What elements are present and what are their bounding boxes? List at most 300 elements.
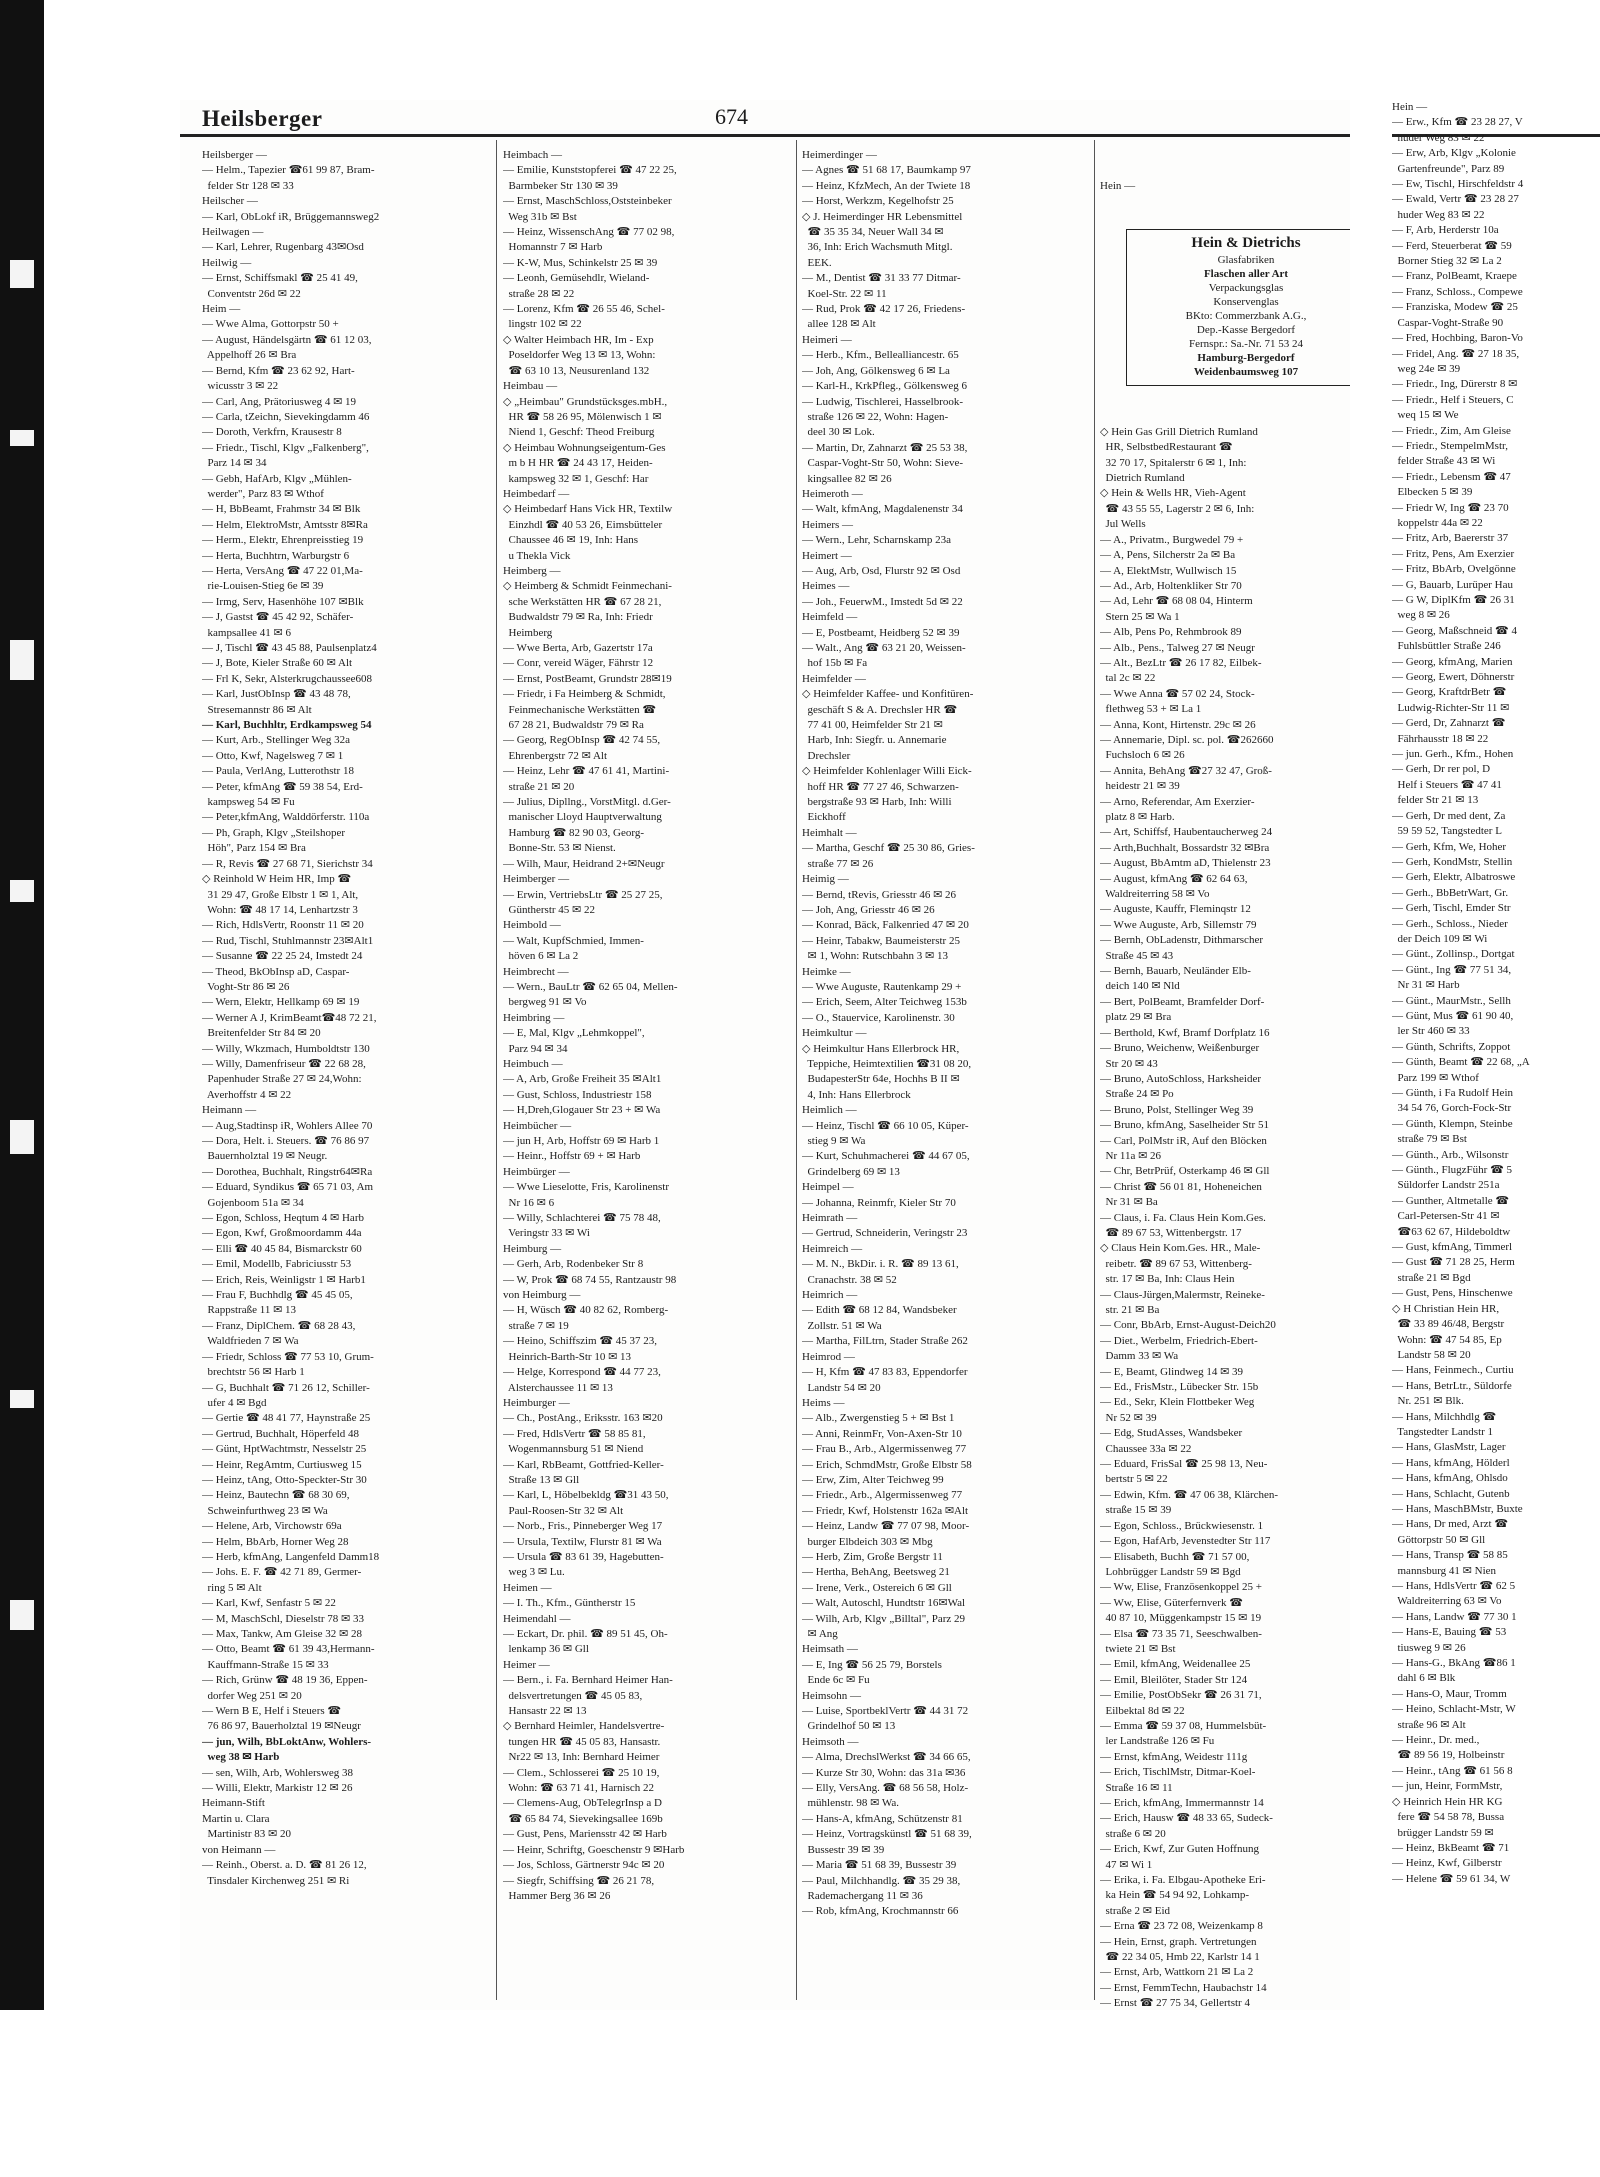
directory-entry-line: — Heinr., Hoffstr 69 + ✉ Harb: [503, 1150, 641, 1163]
directory-entry-line: Heimig —: [802, 873, 849, 886]
directory-entry-line: ☎ 65 84 74, Sievekingsallee 169b: [503, 1812, 663, 1825]
directory-entry-line: — A, ElektMstr, Wullwisch 15: [1100, 564, 1237, 577]
directory-entry-line: — Alb, Pens Po, Rehmbrook 89: [1100, 626, 1242, 639]
directory-entry-line: Parz 94 ✉ 34: [503, 1042, 568, 1055]
directory-entry-line: — Johs. E. F. ☎ 42 71 89, Germer-: [202, 1566, 362, 1579]
page-header: [180, 100, 1350, 136]
directory-entry-line: Weg 31b ✉ Bst: [503, 210, 577, 223]
directory-entry-line: — Agnes ☎ 51 68 17, Baumkamp 97: [802, 164, 971, 177]
directory-entry-line: Hammer Berg 36 ✉ 26: [503, 1889, 611, 1902]
directory-entry-line: dorfer Weg 251 ✉ 20: [202, 1689, 302, 1702]
directory-entry-line: — Heinz, Vortragskünstl ☎ 51 68 39,: [802, 1828, 972, 1841]
directory-entry-line: — Carla, tZeichn, Sievekingdamm 46: [202, 410, 370, 423]
directory-entry-line: — Heino, Schlacht-Mstr, W: [1392, 1703, 1516, 1716]
directory-entry-line: von Heimann —: [202, 1843, 276, 1856]
directory-entry-line: platz 29 ✉ Bra: [1100, 1011, 1172, 1024]
directory-entry-line: Stresemannstr 86 ✉ Alt: [202, 703, 312, 716]
directory-entry-line: felder Str 21 ✉ 13: [1392, 794, 1479, 807]
ad-line: Hamburg-Bergedorf: [1197, 352, 1295, 365]
directory-entry-line: — Heinr., tAng ☎ 61 56 8: [1392, 1764, 1513, 1777]
directory-entry-line: — Joh., FeuerwM., Imstedt 5d ✉ 22: [802, 595, 963, 608]
directory-entry-line: — Walt., Ang ☎ 63 21 20, Weissen-: [802, 642, 966, 654]
directory-entry-line: ◇ Claus Hein Kom.Ges. HR., Male-: [1100, 1242, 1261, 1255]
directory-entry-line: tiusweg 9 ✉ 26: [1392, 1641, 1466, 1654]
directory-entry-line: bergstraße 93 ✉ Harb, Inh: Willi: [802, 796, 952, 809]
directory-entry-line: — G, Buchhalt ☎ 71 26 12, Schiller-: [202, 1381, 370, 1394]
directory-entry-line: Helf i Steuers ☎ 47 41: [1392, 778, 1502, 791]
directory-entry-line: — Friedr., Helf i Steuers, C: [1392, 393, 1514, 406]
directory-entry-line: ◇ Walter Heimbach HR, Im - Exp: [503, 333, 654, 346]
directory-entry-line: — A, Pens, Silcherstr 2a ✉ Ba: [1100, 549, 1236, 562]
directory-entry-line: Chaussee 46 ✉ 19, Inh: Hans: [503, 534, 639, 547]
directory-entry-line: — Karl, Lehrer, Rugenbarg 43✉Osd: [202, 241, 364, 254]
directory-entry-line: huder Weg 83 ✉ 22: [1392, 131, 1485, 144]
directory-entry-line: Heimer —: [503, 1658, 550, 1671]
directory-entry-line: — Heinr, RegAmtm, Curtiusweg 15: [202, 1458, 362, 1471]
directory-entry-line: straße 6 ✉ 20: [1100, 1827, 1166, 1840]
directory-entry-line: Heimfeld —: [802, 611, 858, 624]
directory-entry-line: — Heinz, BkBeamt ☎ 71: [1392, 1841, 1510, 1854]
directory-entry-line: straße 15 ✉ 39: [1100, 1504, 1172, 1517]
directory-entry-line: Alsterchaussee 11 ✉ 13: [503, 1381, 613, 1394]
directory-entry-line: Nr22 ✉ 13, Inh: Bernhard Heimer: [503, 1751, 660, 1764]
directory-entry-line: — Alma, DrechslWerkst ☎ 34 66 65,: [802, 1751, 971, 1764]
directory-entry-line: Heimberg —: [503, 564, 561, 577]
directory-entry-line: felder Str 128 ✉ 33: [202, 179, 294, 192]
directory-entry-line: — Walt, kfmAng, Magdalenenstr 34: [802, 503, 963, 516]
directory-entry-line: — Max, Tankw, Am Gleise 32 ✉ 28: [202, 1628, 362, 1640]
directory-entry-line: — Bruno, Weichenw, Weißenburger: [1100, 1042, 1260, 1055]
directory-entry-line: — Hans, BetrLtr., Süldorfe: [1392, 1379, 1512, 1392]
directory-entry-line: — Georg, RegObInsp ☎ 42 74 55,: [503, 734, 661, 747]
directory-entry-line: — Lorenz, Kfm ☎ 26 55 46, Schel-: [503, 303, 665, 316]
directory-entry-line: Heimes —: [802, 580, 850, 593]
directory-entry-line: — Rud, Prok ☎ 42 17 26, Friedens-: [802, 303, 966, 316]
directory-entry-line: — Emilie, PostObSekr ☎ 26 31 71,: [1100, 1689, 1262, 1702]
directory-entry-line: — Heinz, KfzMech, An der Twiete 18: [802, 179, 971, 192]
directory-entry-line: sche Werkstätten HR ☎ 67 28 21,: [503, 595, 662, 608]
directory-entry-line: Heimbach —: [503, 149, 562, 161]
directory-entry-line: brügger Landstr 59 ✉: [1392, 1826, 1494, 1839]
directory-entry-line: Koel-Str. 22 ✉ 11: [802, 287, 887, 300]
directory-entry-line: — Ed., FrisMstr., Lübecker Str. 15b: [1100, 1381, 1259, 1394]
directory-entry-line: — Ernst, FemmTechn, Haubachstr 14: [1100, 1981, 1267, 1994]
directory-entry-line: Homannstr 7 ✉ Harb: [503, 241, 603, 254]
directory-entry-line: — J, Tischl ☎ 43 45 88, Paulsenplatz4: [202, 642, 377, 654]
ad-line: Weidenbaumsweg 107: [1193, 366, 1299, 379]
directory-entry-line: — Bruno, AutoSchloss, Harksheider: [1100, 1072, 1262, 1085]
directory-entry-line: Paul-Roosen-Str 32 ✉ Alt: [503, 1504, 624, 1517]
directory-entry-line: — Elly, VersAng. ☎ 68 56 58, Holz-: [802, 1782, 969, 1795]
directory-entry-line: Wogenmannsburg 51 ✉ Niend: [503, 1443, 644, 1456]
directory-entry-line: — Helm, BbArb, Horner Weg 28: [202, 1535, 349, 1548]
directory-entry-line: fere ☎ 54 58 78, Bussa: [1392, 1811, 1505, 1824]
directory-entry-line: EEK.: [802, 256, 832, 269]
directory-entry-line: — Gerh, Arb, Rodenbeker Str 8: [503, 1258, 644, 1271]
directory-entry-line: — Alt., BezLtr ☎ 26 17 82, Eilbek-: [1100, 656, 1262, 669]
directory-entry-line: ☎ 63 10 13, Neusurenland 132: [503, 364, 650, 377]
directory-entry-line: — Emilie, Kunststopferei ☎ 47 22 25,: [503, 164, 677, 177]
directory-entry-line: Heims —: [802, 1396, 845, 1409]
directory-entry-line: — Heinz, Bautechn ☎ 68 30 69,: [202, 1489, 350, 1502]
directory-entry-line: — Ww, Elise, Französenkoppel 25 +: [1100, 1581, 1263, 1594]
directory-entry-line: 76 86 97, Bauerholztal 19 ✉Neugr: [202, 1720, 361, 1733]
directory-entry-line: — Johanna, Reinmfr, Kieler Str 70: [802, 1196, 956, 1209]
directory-entry-line: — Dora, Helt. i. Steuers. ☎ 76 86 97: [202, 1135, 370, 1147]
directory-entry-line: — Gerh, KondMstr, Stellin: [1392, 855, 1513, 868]
directory-entry-line: — Günt., MaurMstr., Sellh: [1392, 994, 1511, 1007]
directory-entry-line: Heimsoth —: [802, 1735, 859, 1748]
directory-entry-line: — Theod, BkObInsp aD, Caspar-: [202, 965, 350, 978]
directory-column-1: [202, 148, 492, 1889]
directory-entry-line: HR, SelbstbedRestaurant ☎: [1100, 441, 1233, 454]
directory-entry-line: — Bert, PolBeamt, Bramfelder Dorf-: [1100, 995, 1265, 1008]
directory-entry-line: — Erika, i. Fa. Elbgau-Apotheke Eri-: [1100, 1874, 1266, 1887]
directory-entry-line: — Alb., Zwergenstieg 5 + ✉ Bst 1: [802, 1412, 955, 1425]
directory-entry-line: — Herm., Elektr, Ehrenpreisstieg 19: [202, 534, 364, 547]
directory-entry-line: ☎ 89 67 53, Wittenbergstr. 17: [1100, 1226, 1242, 1239]
directory-entry-line: — Anni, ReinmFr, Von-Axen-Str 10: [802, 1427, 962, 1440]
directory-entry-line: flethweg 53 + ✉ La 1: [1100, 703, 1202, 716]
directory-entry-line: — Helene ☎ 59 61 34, W: [1392, 1872, 1511, 1885]
directory-entry-line: — Emma ☎ 59 37 08, Hummelsbüt-: [1100, 1719, 1267, 1732]
directory-entry-line: ler Str 460 ✉ 33: [1392, 1025, 1470, 1038]
directory-entry-line: — Luise, SportbeklVertr ☎ 44 31 72: [802, 1705, 969, 1718]
directory-entry-line: Grindelberg 69 ✉ 13: [802, 1165, 900, 1178]
directory-entry-line: — Art, Schiffsf, Haubentaucherweg 24: [1100, 826, 1273, 839]
directory-entry-line: Heilsberger —: [202, 149, 267, 161]
directory-entry-line: Fuchsloch 6 ✉ 26: [1100, 749, 1185, 762]
directory-entry-line: — Karl, JustObInsp ☎ 43 48 78,: [202, 688, 351, 701]
directory-entry-line: Tinsdaler Kirchenweg 251 ✉ Ri: [202, 1874, 350, 1887]
directory-entry-line: — Anna, Kont, Hirtenstr. 29c ✉ 26: [1100, 718, 1256, 731]
directory-entry-line: — Christ ☎ 56 01 81, Hoheneichen: [1100, 1180, 1262, 1193]
directory-entry-line: kampsallee 41 ✉ 6: [202, 626, 291, 639]
directory-entry-line: — Werner A J, KrimBeamt☎48 72 21,: [202, 1011, 377, 1024]
running-head: Heilsberger: [202, 106, 323, 131]
directory-entry-line: ring 5 ✉ Alt: [202, 1581, 262, 1594]
directory-entry-line: — Erw., Kfm ☎ 23 28 27, V: [1392, 116, 1523, 129]
directory-entry-line: — Günth, Schrifts, Zoppot: [1392, 1040, 1511, 1053]
directory-entry-line: ufer 4 ✉ Bgd: [202, 1396, 267, 1409]
directory-entry-line: — Erich, Seem, Alter Teichweg 153b: [802, 996, 967, 1009]
directory-entry-line: — Erna ☎ 23 72 08, Weizenkamp 8: [1100, 1920, 1263, 1933]
directory-entry-line: Göttorpstr 50 ✉ Gll: [1392, 1533, 1486, 1546]
directory-entry-line: Harb, Inh: Siegfr. u. Annemarie: [802, 734, 947, 747]
directory-entry-line: Stern 25 ✉ Wa 1: [1100, 610, 1180, 623]
directory-entry-line: — E, Mal, Klgv „Lehmkoppel",: [503, 1027, 645, 1040]
directory-entry-line: — Rich, HdlsVertr, Roonstr 11 ✉ 20: [202, 919, 364, 932]
directory-entry-line: — Walt, Autoschl, Hundtstr 16✉Wal: [802, 1597, 966, 1610]
directory-entry-line: — Erich, kfmAng, Immermannstr 14: [1100, 1797, 1264, 1809]
directory-entry-line: Heimhalt —: [802, 826, 857, 839]
directory-entry-line: — Ursula ☎ 83 61 39, Hagebutten-: [503, 1550, 664, 1563]
directory-entry-line: deel 30 ✉ Lok.: [802, 426, 875, 439]
directory-entry-line: — Jos, Schloss, Gärtnerstr 94c ✉ 20: [503, 1859, 665, 1872]
directory-entry-line: straße 96 ✉ Alt: [1392, 1718, 1466, 1731]
directory-entry-line: Straße 24 ✉ Po: [1100, 1088, 1174, 1101]
directory-entry-line: ◇ Hein & Wells HR, Vieh-Agent: [1100, 487, 1246, 500]
directory-entry-line: — Günth, i Fa Rudolf Hein: [1392, 1087, 1513, 1099]
directory-entry-line: Parz 14 ✉ 34: [202, 457, 267, 470]
directory-entry-line: 77 41 00, Heimfelder Str 21 ✉: [802, 719, 943, 732]
directory-entry-line: Heimann —: [202, 1104, 257, 1117]
directory-entry-line: — Willi, Elektr, Markistr 12 ✉ 26: [202, 1782, 353, 1795]
directory-entry-line: — Hans, GlasMstr, Lager: [1392, 1441, 1506, 1454]
directory-entry-line: Heimfelder —: [802, 672, 866, 685]
directory-entry-line: — H, Kfm ☎ 47 83 83, Eppendorfer: [802, 1366, 968, 1379]
column-divider: [1094, 140, 1095, 2000]
directory-entry-line: — Günth, Klempn, Steinbe: [1392, 1117, 1513, 1130]
directory-entry-line: Heimlich —: [802, 1104, 857, 1117]
directory-entry-line: Heimberg: [503, 626, 553, 639]
directory-entry-line: Heimbücher —: [503, 1119, 572, 1132]
directory-entry-line: Höh", Parz 154 ✉ Bra: [202, 842, 306, 855]
page-number: 674: [715, 104, 748, 129]
directory-entry-line: — jun, Heinr, FormMstr,: [1392, 1780, 1503, 1793]
directory-entry-line: — A, Arb, Große Freiheit 35 ✉Alt1: [503, 1073, 662, 1086]
directory-entry-line: — Susanne ☎ 22 25 24, Imstedt 24: [202, 950, 363, 963]
directory-entry-line: Heimbürger —: [503, 1165, 570, 1178]
directory-entry-line: Heimrath —: [802, 1212, 858, 1225]
directory-entry-line: — Emil, Bleilöter, Stader Str 124: [1100, 1673, 1248, 1686]
directory-entry-line: — Hans-O, Maur, Tromm: [1392, 1687, 1507, 1700]
directory-entry-line: str. 21 ✉ Ba: [1100, 1304, 1160, 1316]
directory-entry-line: — Conr, vereid Wäger, Fährstr 12: [503, 657, 654, 670]
directory-entry-line: von Heimburg —: [503, 1289, 581, 1302]
directory-entry-line: — K-W, Mus, Schinkelstr 25 ✉ 39: [503, 256, 658, 269]
directory-entry-line: — Gust, Pens, Mariensstr 42 ✉ Harb: [503, 1828, 667, 1841]
directory-entry-line: hoff HR ☎ 77 27 46, Schwarzen-: [802, 780, 959, 793]
directory-entry-line: — Heino, Schiffszim ☎ 45 37 23,: [503, 1335, 658, 1348]
directory-entry-line: — Hans-E, Bauing ☎ 53: [1392, 1626, 1507, 1639]
directory-entry-line: — Rud, Tischl, Stuhlmannstr 23✉Alt1: [202, 934, 374, 947]
directory-entry-line: — Frau B., Arb., Algermissenweg 77: [802, 1443, 967, 1456]
ad-line: Glasfabriken: [1217, 254, 1275, 267]
directory-entry-line: Conventstr 26d ✉ 22: [202, 287, 301, 300]
directory-entry-line: — Ww, Elise, Güterfernverk ☎: [1100, 1596, 1243, 1609]
directory-entry-line: — Heinr, Schriftg, Goeschenstr 9 ✉Harb: [503, 1843, 685, 1856]
directory-entry-line: Heimers —: [802, 518, 854, 531]
directory-entry-line: — jun, Wilh, BbLoktAnw, Wohlers-: [202, 1735, 372, 1748]
directory-entry-line: ◇ Hein Gas Grill Dietrich Rumland: [1100, 425, 1258, 438]
directory-entry-line: — Willy, Wkzmach, Humboldtstr 130: [202, 1042, 370, 1055]
ad-line: Fernspr.: Sa.-Nr. 71 53 24: [1189, 338, 1303, 351]
directory-entry-line: — Wwe Lieselotte, Fris, Karolinenstr: [503, 1181, 669, 1194]
directory-entry-line: — August, BbAmtm aD, Thielenstr 23: [1100, 857, 1271, 870]
directory-entry-line: — Bernh, Bauarb, Neuländer Elb-: [1100, 965, 1251, 978]
directory-entry-line: — Egon, Kwf, Großmoordamm 44a: [202, 1227, 362, 1240]
directory-entry-line: — Helm, ElektroMstr, Amtsstr 8✉Ra: [202, 518, 368, 531]
directory-entry-line: — Georg, kfmAng, Marien: [1392, 655, 1513, 668]
directory-entry-line: u Thekla Vick: [503, 549, 571, 562]
directory-entry-line: Eilbektal 8d ✉ 22: [1100, 1704, 1185, 1717]
directory-entry-line: 67 28 21, Budwaldstr 79 ✉ Ra: [503, 719, 644, 732]
directory-entry-line: Nr 31 ✉ Harb: [1392, 979, 1460, 992]
directory-entry-line: Budwaldstr 79 ✉ Ra, Inh: Friedr: [503, 611, 653, 624]
directory-entry-line: — Gerh, Dr med dent, Za: [1392, 809, 1506, 822]
directory-entry-line: — Ernst ☎ 27 75 34, Gellertstr 4: [1100, 1997, 1250, 2010]
directory-entry-line: lenkamp 36 ✉ Gll: [503, 1643, 589, 1656]
directory-entry-line: — Gerh, Elektr, Albatroswe: [1392, 871, 1516, 884]
directory-entry-line: — Eckart, Dr. phil. ☎ 89 51 45, Oh-: [503, 1628, 668, 1640]
directory-entry-line: BudapesterStr 64e, Hochhs B II ✉: [802, 1073, 960, 1086]
directory-entry-line: Dietrich Rumland: [1100, 472, 1185, 485]
directory-entry-line: — Ferd, Steuerberat ☎ 59: [1392, 239, 1512, 252]
directory-entry-line: — Gertrud, Buchhalt, Höperfeld 48: [202, 1427, 360, 1440]
directory-entry-line: — Wilh, Maur, Heidrand 2+✉Neugr: [503, 857, 665, 870]
directory-entry-line: wicusstr 3 ✉ 22: [202, 380, 279, 393]
directory-entry-line: ☎ 89 56 19, Holbeinstr: [1392, 1749, 1505, 1762]
directory-entry-line: Landstr 54 ✉ 20: [802, 1381, 881, 1394]
directory-entry-line: ◇ Reinhold W Heim HR, Imp ☎: [202, 873, 352, 886]
directory-entry-line: — Ch., PostAng., Eriksstr. 163 ✉20: [503, 1412, 663, 1425]
directory-entry-line: straße 21 ✉ 20: [503, 780, 575, 793]
directory-entry-line: Schweinfurthweg 23 ✉ Wa: [202, 1504, 328, 1517]
directory-entry-line: — E, Beamt, Glindweg 14 ✉ 39: [1100, 1365, 1244, 1378]
directory-entry-line: — Ludwig, Tischlerei, Hasselbrook-: [802, 395, 964, 408]
directory-entry-line: Heimke —: [802, 965, 851, 978]
directory-entry-line: delsvertretungen ☎ 45 05 83,: [503, 1689, 643, 1702]
directory-entry-line: — Bernd, tRevis, Griesstr 46 ✉ 26: [802, 888, 957, 901]
directory-entry-line: — Heinz, Landw ☎ 77 07 98, Moor-: [802, 1520, 970, 1533]
directory-entry-line: — Ernst, kfmAng, Weidestr 111g: [1100, 1750, 1248, 1763]
directory-entry-line: — Fred, HdlsVertr ☎ 58 85 81,: [503, 1427, 646, 1440]
directory-entry-line: — Gertie ☎ 48 41 77, Haynstraße 25: [202, 1412, 371, 1425]
directory-entry-line: ☎ 43 55 55, Lagerstr 2 ✉ 6, Inh:: [1100, 502, 1255, 515]
directory-entry-line: — Elisabeth, Buchh ☎ 71 57 00,: [1100, 1550, 1250, 1563]
directory-entry-line: Heimburger —: [503, 1396, 570, 1409]
directory-entry-line: — Gerh, Tischl, Emder Str: [1392, 902, 1511, 915]
directory-entry-line: rie-Louisen-Stieg 6e ✉ 39: [202, 580, 324, 593]
directory-entry-line: Caspar-Voght-Str 50, Wohn: Sieve-: [802, 457, 964, 470]
directory-entry-line: — Ad, Lehr ☎ 68 08 04, Hinterm: [1100, 595, 1253, 608]
directory-entry-line: Heimbold —: [503, 919, 561, 932]
directory-entry-line: Grindelhof 50 ✉ 13: [802, 1720, 896, 1733]
directory-entry-line: — Heinz, Lehr ☎ 47 61 41, Martini-: [503, 765, 670, 778]
directory-entry-line: — Doroth, Verkfrn, Krausestr 8: [202, 426, 342, 439]
directory-entry-line: — Erich, SchmdMstr, Große Elbstr 58: [802, 1458, 972, 1471]
directory-entry-line: Straße 45 ✉ 43: [1100, 949, 1174, 962]
directory-entry-line: — E, Postbeamt, Heidberg 52 ✉ 39: [802, 626, 960, 639]
directory-entry-line: mühlenstr. 98 ✉ Wa.: [802, 1797, 900, 1810]
directory-entry-line: Straße 16 ✉ 11: [1100, 1781, 1173, 1794]
directory-entry-line: — Diet., Werbelm, Friedrich-Ebert-: [1100, 1334, 1258, 1347]
directory-entry-line: höven 6 ✉ La 2: [503, 950, 579, 963]
directory-entry-line: — Gertrud, Schneiderin, Veringstr 23: [802, 1227, 968, 1240]
directory-entry-line: m b H HR ☎ 24 43 17, Heiden-: [503, 457, 653, 470]
directory-entry-line: — Bruno, kfmAng, Saselheider Str 51: [1100, 1119, 1269, 1132]
directory-entry-line: lingstr 102 ✉ 22: [503, 318, 582, 331]
directory-entry-line: — Gust, kfmAng, Timmerl: [1392, 1241, 1513, 1254]
directory-entry-line: Kauffmann-Straße 15 ✉ 33: [202, 1658, 329, 1671]
directory-entry-line: — Gust, Pens, Hinschenwe: [1392, 1287, 1513, 1300]
directory-entry-line: Tangstedter Landstr 1: [1392, 1425, 1494, 1438]
directory-entry-line: — August, kfmAng ☎ 62 64 63,: [1100, 872, 1248, 885]
directory-entry-line: weg 3 ✉ Lu.: [503, 1566, 565, 1579]
directory-entry-line: — Helge, Korrespond ☎ 44 77 23,: [503, 1366, 661, 1379]
directory-entry-line: — Wilh, Arb, Klgv „Billtal", Parz 29: [802, 1612, 966, 1625]
directory-entry-line: — Friedr, Schloss ☎ 77 53 10, Grum-: [202, 1350, 374, 1363]
directory-entry-line: Waldreiterring 63 ✉ Vo: [1392, 1595, 1502, 1608]
directory-entry-line: Heimberger —: [503, 873, 570, 886]
column-divider: [496, 140, 497, 2000]
directory-entry-line: ler Landstraße 126 ✉ Fu: [1100, 1735, 1215, 1748]
directory-entry-line: 36, Inh: Erich Wachsmuth Mitgl.: [802, 241, 953, 254]
directory-entry-line: Gojenboom 51a ✉ 34: [202, 1196, 304, 1209]
directory-entry-line: — Egon, Schloss., Brückwiesenstr. 1: [1100, 1519, 1264, 1532]
directory-entry-line: — Kurt, Arb., Stellinger Weg 32a: [202, 734, 351, 747]
directory-entry-line: — Georg, Maßschneid ☎ 4: [1392, 624, 1518, 637]
directory-entry-line: Nr 11a ✉ 26: [1100, 1149, 1162, 1162]
directory-entry-line: Süldorfer Landstr 251a: [1392, 1179, 1500, 1192]
directory-entry-line: — Gunther, Altmetalle ☎: [1392, 1194, 1510, 1207]
directory-entry-line: — H, BbBeamt, Frahmstr 34 ✉ Blk: [202, 503, 361, 516]
directory-entry-line: Heimrich —: [802, 1289, 858, 1302]
directory-entry-line: brechtstr 56 ✉ Harb 1: [202, 1366, 305, 1379]
directory-entry-line: — R, Revis ☎ 27 68 71, Sierichstr 34: [202, 857, 373, 870]
directory-entry-line: — Fritz, Arb, Baererstr 37: [1392, 532, 1509, 545]
directory-entry-line: Str 20 ✉ 43: [1100, 1057, 1158, 1070]
directory-entry-line: — Günt., Zollinsp., Dortgat: [1392, 948, 1515, 961]
directory-entry-line: Bauernholztal 19 ✉ Neugr.: [202, 1150, 328, 1163]
directory-entry-line: — Arth,Buchhalt, Bossardstr 32 ✉Bra: [1100, 841, 1270, 854]
directory-entry-line: bergweg 91 ✉ Vo: [503, 996, 587, 1009]
directory-entry-line: — Ernst, Schiffsmakl ☎ 25 41 49,: [202, 272, 358, 285]
directory-entry-line: — G W, DiplKfm ☎ 26 31: [1392, 594, 1515, 606]
directory-entry-line: platz 8 ✉ Harb.: [1100, 811, 1175, 823]
directory-entry-line: — H,Dreh,Glogauer Str 23 + ✉ Wa: [503, 1104, 661, 1117]
directory-entry-line: — Aug, Arb, Osd, Flurstr 92 ✉ Osd: [802, 564, 961, 577]
directory-entry-line: straße 7 ✉ 19: [503, 1319, 569, 1332]
directory-entry-line: Heimbrecht —: [503, 965, 569, 978]
directory-entry-line: Heimbau —: [503, 380, 558, 393]
directory-entry-line: Heimerdinger —: [802, 149, 877, 161]
directory-entry-line: — Annemarie, Dipl. sc. pol. ☎262660: [1100, 733, 1274, 746]
directory-entry-line: — Wern, Elektr, Hellkamp 69 ✉ 19: [202, 996, 360, 1009]
directory-entry-line: Rademachergang 11 ✉ 36: [802, 1889, 923, 1902]
directory-entry-line: ✉ 1, Wohn: Rutschbahn 3 ✉ 13: [802, 950, 948, 963]
ad-line: Dep.-Kasse Bergedorf: [1196, 324, 1296, 337]
directory-entry-line: Wohn: ☎ 63 71 41, Harnisch 22: [503, 1782, 655, 1795]
directory-entry-line: — Clemens-Aug, ObTelegrInsp a D: [503, 1797, 663, 1810]
directory-entry-line: Parz 199 ✉ Wthof: [1392, 1071, 1479, 1084]
directory-entry-line: — Ewald, Vertr ☎ 23 28 27: [1392, 193, 1519, 206]
directory-entry-line: — Fritz, BbArb, Ovelgönne: [1392, 563, 1516, 576]
directory-entry-line: — W, Prok ☎ 68 74 55, Rantzaustr 98: [503, 1273, 677, 1286]
directory-entry-line: Cranachstr. 38 ✉ 52: [802, 1273, 897, 1286]
directory-entry-line: — Friedr W, Ing ☎ 23 70: [1392, 501, 1509, 514]
directory-entry-line: — Erich, TischlMstr, Ditmar-Koel-: [1100, 1766, 1256, 1779]
directory-entry-line: — Wern., Lehr, Scharnskamp 23a: [802, 534, 952, 547]
directory-entry-line: — Paula, VerlAng, Lutterothstr 18: [202, 765, 354, 778]
directory-entry-line: — Herta, Buchhtrn, Warburgstr 6: [202, 549, 350, 562]
directory-entry-line: — Annita, BehAng ☎27 32 47, Groß-: [1100, 764, 1272, 777]
directory-entry-line: — Kurze Str 30, Wohn: das 31a ✉36: [802, 1766, 966, 1779]
column-divider: [796, 140, 797, 2000]
directory-entry-line: — Herb., Kfm., Bellealliancestr. 65: [802, 349, 959, 362]
directory-entry-line: — Ph, Graph, Klgv „Steilshoper: [202, 826, 345, 839]
directory-entry-line: str. 17 ✉ Ba, Inh: Claus Hein: [1100, 1273, 1235, 1286]
directory-entry-line: kampsweg 54 ✉ Fu: [202, 796, 295, 809]
directory-entry-line: — Siegfr, Schiffsing ☎ 26 21 78,: [503, 1874, 655, 1887]
directory-entry-line: — Eduard, Syndikus ☎ 65 71 03, Am: [202, 1181, 374, 1194]
directory-entry-line: — M. N., BkDir. i. R. ☎ 89 13 61,: [802, 1258, 959, 1271]
directory-entry-line: — Erich, Hausw ☎ 48 33 65, Sudeck-: [1100, 1812, 1273, 1825]
directory-entry-line: bertstr 5 ✉ 22: [1100, 1473, 1168, 1486]
directory-entry-line: — Wwe Berta, Arb, Gazertstr 17a: [503, 642, 653, 654]
directory-entry-line: Breitenfelder Str 84 ✉ 20: [202, 1027, 321, 1040]
